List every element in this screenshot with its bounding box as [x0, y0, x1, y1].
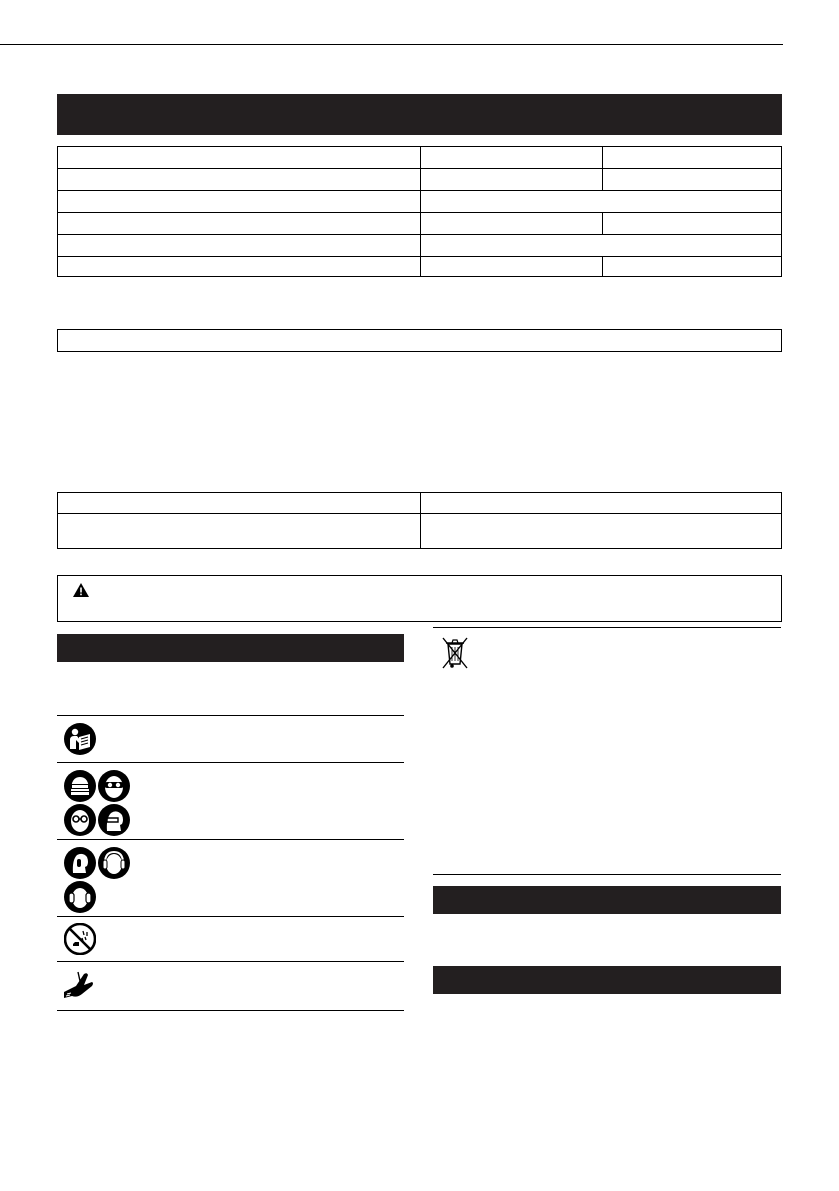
disposal-bottom-rule: [433, 874, 781, 875]
hand-injury-warning-icon: [62, 968, 96, 1000]
symbols-heading-bar: [57, 634, 404, 662]
ear-muffs-icon: [98, 847, 130, 879]
no-wet-conditions-icon: [64, 923, 96, 955]
symbols-rule: [57, 916, 404, 917]
face-shield-icon: [64, 770, 96, 802]
right-section-heading-bar: [433, 886, 781, 914]
hearing-protection-icon: [64, 881, 96, 913]
page-title-bar: [57, 94, 782, 135]
symbols-rule: [57, 1010, 404, 1011]
safety-glasses-icon: [64, 804, 96, 836]
symbols-rule: [57, 715, 404, 716]
noise-table: [57, 492, 782, 549]
crossed-out-wheelie-bin-icon: [440, 636, 470, 670]
ear-plugs-icon: [64, 847, 96, 879]
safety-goggles-icon: [98, 770, 130, 802]
top-rule: [0, 44, 783, 45]
symbols-rule: [57, 762, 404, 763]
right-section-heading-bar: [433, 966, 781, 994]
symbols-rule: [57, 961, 404, 962]
read-manual-icon: [64, 723, 96, 755]
specifications-table: [57, 146, 782, 277]
warning-triangle-icon: [73, 583, 89, 597]
disposal-top-rule: [433, 627, 781, 628]
symbols-rule: [57, 839, 404, 840]
intended-use-box: [57, 329, 782, 352]
side-shield-glasses-icon: [98, 804, 130, 836]
warning-box: [57, 575, 782, 622]
